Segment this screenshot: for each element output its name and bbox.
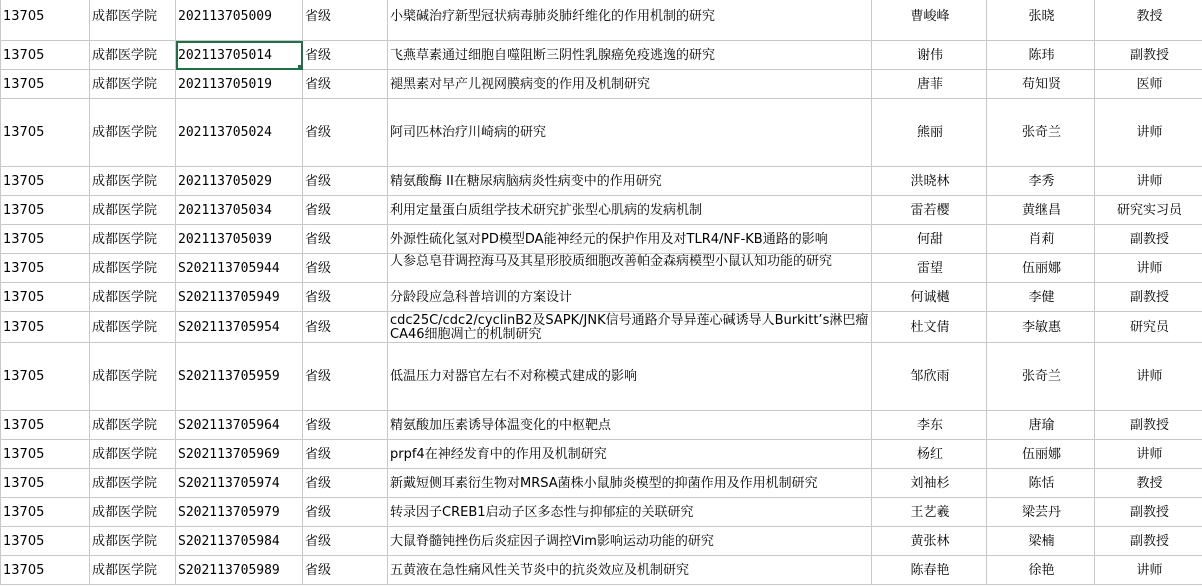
table-row (1, 225, 1202, 254)
cell-leader[interactable]: 雷若樱 (872, 196, 987, 225)
table-row (1, 411, 1202, 440)
cell-advisor[interactable]: 伍丽娜 (987, 254, 1095, 283)
cell-project-title[interactable]: 利用定量蛋白质组学技术研究扩张型心肌病的发病机制 (388, 196, 872, 225)
cell-leader[interactable]: 李东 (872, 411, 987, 440)
table-row (1, 556, 1202, 585)
table-body (1, 0, 1202, 585)
cell-level[interactable]: 省级 (303, 469, 388, 498)
cell-school-code[interactable]: 13705 (1, 99, 90, 167)
cell-project-id[interactable]: S202113705979 (176, 498, 303, 527)
cell-school-name[interactable]: 成都医学院 (90, 41, 176, 70)
cell-advisor[interactable]: 唐瑜 (987, 411, 1095, 440)
cell-project-title[interactable]: 大鼠脊髓钝挫伤后炎症因子调控Vim影响运动功能的研究 (388, 527, 872, 556)
cell-advisor-title[interactable]: 医师 (1095, 70, 1202, 99)
cell-advisor[interactable]: 徐艳 (987, 556, 1095, 585)
cell-advisor-title[interactable]: 讲师 (1095, 343, 1202, 411)
cell-advisor-title[interactable]: 讲师 (1095, 99, 1202, 167)
cell-advisor[interactable]: 陈恬 (987, 469, 1095, 498)
cell-project-id[interactable]: 202113705039 (176, 225, 303, 254)
table-row (1, 254, 1202, 283)
table-row (1, 283, 1202, 312)
table-row (1, 498, 1202, 527)
cell-advisor-title[interactable]: 副教授 (1095, 527, 1202, 556)
cell-school-name[interactable]: 成都医学院 (90, 556, 176, 585)
cell-school-code[interactable]: 13705 (1, 0, 90, 41)
cell-project-id[interactable]: 202113705029 (176, 167, 303, 196)
cell-advisor-title[interactable]: 教授 (1095, 0, 1202, 41)
cell-leader[interactable]: 熊丽 (872, 99, 987, 167)
cell-school-name[interactable]: 成都医学院 (90, 167, 176, 196)
cell-school-code[interactable]: 13705 (1, 225, 90, 254)
cell-leader[interactable]: 何诚樾 (872, 283, 987, 312)
cell-advisor-title[interactable]: 副教授 (1095, 498, 1202, 527)
cell-leader[interactable]: 黄张林 (872, 527, 987, 556)
table-row (1, 0, 1202, 41)
cell-school-code[interactable]: 13705 (1, 70, 90, 99)
cell-school-code[interactable]: 13705 (1, 167, 90, 196)
cell-project-title[interactable]: 分龄段应急科普培训的方案设计 (388, 283, 872, 312)
cell-advisor[interactable]: 苟知贤 (987, 70, 1095, 99)
table-row (1, 99, 1202, 167)
cell-level[interactable]: 省级 (303, 556, 388, 585)
cell-advisor[interactable]: 伍丽娜 (987, 440, 1095, 469)
cell-school-code[interactable]: 13705 (1, 312, 90, 343)
cell-advisor-title[interactable]: 研究实习员 (1095, 196, 1202, 225)
cell-school-name[interactable]: 成都医学院 (90, 225, 176, 254)
table-row (1, 167, 1202, 196)
cell-project-id[interactable]: S202113705969 (176, 440, 303, 469)
cell-project-title[interactable]: 五黄液在急性痛风性关节炎中的抗炎效应及机制研究 (388, 556, 872, 585)
cell-level[interactable]: 省级 (303, 440, 388, 469)
cell-school-code[interactable]: 13705 (1, 254, 90, 283)
cell-advisor-title[interactable]: 副教授 (1095, 411, 1202, 440)
cell-leader[interactable]: 何甜 (872, 225, 987, 254)
cell-advisor[interactable]: 张晓 (987, 0, 1095, 41)
cell-school-code[interactable]: 13705 (1, 469, 90, 498)
cell-school-name[interactable]: 成都医学院 (90, 283, 176, 312)
cell-advisor[interactable]: 李健 (987, 283, 1095, 312)
cell-project-title[interactable]: 低温压力对器官左右不对称模式建成的影响 (388, 343, 872, 411)
cell-project-id[interactable]: S202113705949 (176, 283, 303, 312)
cell-advisor-title[interactable]: 副教授 (1095, 283, 1202, 312)
cell-school-code[interactable]: 13705 (1, 41, 90, 70)
cell-level[interactable]: 省级 (303, 312, 388, 343)
cell-school-name[interactable]: 成都医学院 (90, 312, 176, 343)
table-row (1, 469, 1202, 498)
cell-advisor-title[interactable]: 研究员 (1095, 312, 1202, 343)
cell-level[interactable]: 省级 (303, 527, 388, 556)
cell-project-id[interactable]: 202113705019 (176, 70, 303, 99)
cell-school-name[interactable]: 成都医学院 (90, 254, 176, 283)
cell-project-id[interactable]: S202113705984 (176, 527, 303, 556)
table-row (1, 440, 1202, 469)
cell-advisor[interactable]: 黄继昌 (987, 196, 1095, 225)
cell-advisor-title[interactable]: 讲师 (1095, 440, 1202, 469)
cell-school-name[interactable]: 成都医学院 (90, 70, 176, 99)
cell-advisor-title[interactable]: 教授 (1095, 469, 1202, 498)
cell-level[interactable]: 省级 (303, 0, 388, 41)
cell-project-id[interactable]: S202113705944 (176, 254, 303, 283)
cell-advisor[interactable]: 肖莉 (987, 225, 1095, 254)
cell-project-title[interactable]: 褪黑素对早产儿视网膜病变的作用及机制研究 (388, 70, 872, 99)
cell-advisor-title[interactable]: 讲师 (1095, 254, 1202, 283)
cell-project-id[interactable]: S202113705954 (176, 312, 303, 343)
cell-advisor[interactable]: 梁楠 (987, 527, 1095, 556)
cell-school-name[interactable]: 成都医学院 (90, 343, 176, 411)
cell-project-title[interactable]: 人参总皂苷调控海马及其星形胶质细胞改善帕金森病模型小鼠认知功能的研究 (388, 254, 872, 283)
cell-school-name[interactable]: 成都医学院 (90, 498, 176, 527)
cell-project-title[interactable]: 转录因子CREB1启动子区多态性与抑郁症的关联研究 (388, 498, 872, 527)
cell-leader[interactable]: 邹欣雨 (872, 343, 987, 411)
cell-leader[interactable]: 曹峻峰 (872, 0, 987, 41)
cell-project-title[interactable]: 外源性硫化氢对PD模型DA能神经元的保护作用及对TLR4/NF-ΚB通路的影响 (388, 225, 872, 254)
cell-school-name[interactable]: 成都医学院 (90, 0, 176, 41)
cell-level[interactable]: 省级 (303, 283, 388, 312)
cell-leader[interactable]: 杨红 (872, 440, 987, 469)
cell-advisor-title[interactable]: 副教授 (1095, 225, 1202, 254)
cell-advisor-title[interactable]: 讲师 (1095, 556, 1202, 585)
cell-advisor[interactable]: 张奇兰 (987, 343, 1095, 411)
cell-project-title[interactable]: 阿司匹林治疗川崎病的研究 (388, 99, 872, 167)
cell-level[interactable]: 省级 (303, 196, 388, 225)
cell-school-code[interactable]: 13705 (1, 283, 90, 312)
cell-project-id[interactable]: S202113705964 (176, 411, 303, 440)
cell-school-code[interactable]: 13705 (1, 556, 90, 585)
table-row (1, 343, 1202, 411)
cell-school-code[interactable]: 13705 (1, 440, 90, 469)
cell-school-code[interactable]: 13705 (1, 498, 90, 527)
cell-project-id[interactable]: S202113705974 (176, 469, 303, 498)
cell-project-id[interactable]: 202113705009 (176, 0, 303, 41)
cell-school-code[interactable]: 13705 (1, 527, 90, 556)
cell-level[interactable]: 省级 (303, 498, 388, 527)
cell-level[interactable]: 省级 (303, 225, 388, 254)
cell-project-title[interactable]: 精氨酸加压素诱导体温变化的中枢靶点 (388, 411, 872, 440)
cell-level[interactable]: 省级 (303, 70, 388, 99)
cell-level[interactable]: 省级 (303, 254, 388, 283)
cell-school-name[interactable]: 成都医学院 (90, 411, 176, 440)
table-row (1, 196, 1202, 225)
cell-school-name[interactable]: 成都医学院 (90, 99, 176, 167)
cell-school-code[interactable]: 13705 (1, 343, 90, 411)
cell-advisor-title[interactable]: 副教授 (1095, 41, 1202, 70)
table-row (1, 527, 1202, 556)
cell-school-code[interactable]: 13705 (1, 411, 90, 440)
table-row (1, 312, 1202, 343)
cell-leader[interactable]: 杜文倩 (872, 312, 987, 343)
cell-school-name[interactable]: 成都医学院 (90, 469, 176, 498)
cell-leader[interactable]: 陈春艳 (872, 556, 987, 585)
cell-advisor[interactable]: 李秀 (987, 167, 1095, 196)
cell-project-title[interactable]: 精氨酸酶 II在糖尿病脑病炎性病变中的作用研究 (388, 167, 872, 196)
cell-advisor-title[interactable]: 讲师 (1095, 167, 1202, 196)
cell-advisor[interactable]: 李敏惠 (987, 312, 1095, 343)
cell-school-name[interactable]: 成都医学院 (90, 196, 176, 225)
cell-school-name[interactable]: 成都医学院 (90, 527, 176, 556)
cell-project-id[interactable]: 202113705024 (176, 99, 303, 167)
table-row (1, 70, 1202, 99)
cell-leader[interactable]: 雷望 (872, 254, 987, 283)
cell-school-name[interactable]: 成都医学院 (90, 440, 176, 469)
cell-leader[interactable]: 刘袖杉 (872, 469, 987, 498)
cell-project-title[interactable]: cdc25C/cdc2/cyclinB2及SAPK/JNK信号通路介导异莲心碱诱导人Burkitt’s淋巴瘤CA46细胞凋亡的机制研究 (388, 312, 872, 343)
cell-leader[interactable]: 唐菲 (872, 70, 987, 99)
cell-project-id[interactable]: 202113705034 (176, 196, 303, 225)
cell-project-id[interactable]: S202113705959 (176, 343, 303, 411)
cell-project-id[interactable]: 202113705014 (176, 41, 303, 70)
cell-level[interactable]: 省级 (303, 343, 388, 411)
cell-project-title[interactable]: 小檗碱治疗新型冠状病毒肺炎肺纤维化的作用机制的研究 (388, 0, 872, 41)
cell-project-title[interactable]: 新戴短侧耳素衍生物对MRSA菌株小鼠肺炎模型的抑菌作用及作用机制研究 (388, 469, 872, 498)
cell-level[interactable]: 省级 (303, 41, 388, 70)
cell-advisor[interactable]: 梁芸丹 (987, 498, 1095, 527)
cell-level[interactable]: 省级 (303, 167, 388, 196)
cell-leader[interactable]: 谢伟 (872, 41, 987, 70)
cell-level[interactable]: 省级 (303, 411, 388, 440)
cell-leader[interactable]: 王艺羲 (872, 498, 987, 527)
cell-level[interactable]: 省级 (303, 99, 388, 167)
cell-leader[interactable]: 洪晓林 (872, 167, 987, 196)
cell-school-code[interactable]: 13705 (1, 196, 90, 225)
cell-project-title[interactable]: prpf4在神经发育中的作用及机制研究 (388, 440, 872, 469)
cell-advisor[interactable]: 张奇兰 (987, 99, 1095, 167)
cell-project-title[interactable]: 飞燕草素通过细胞自噬阻断三阴性乳腺癌免疫逃逸的研究 (388, 41, 872, 70)
table-row (1, 41, 1202, 70)
cell-project-id[interactable]: S202113705989 (176, 556, 303, 585)
cell-advisor[interactable]: 陈玮 (987, 41, 1095, 70)
